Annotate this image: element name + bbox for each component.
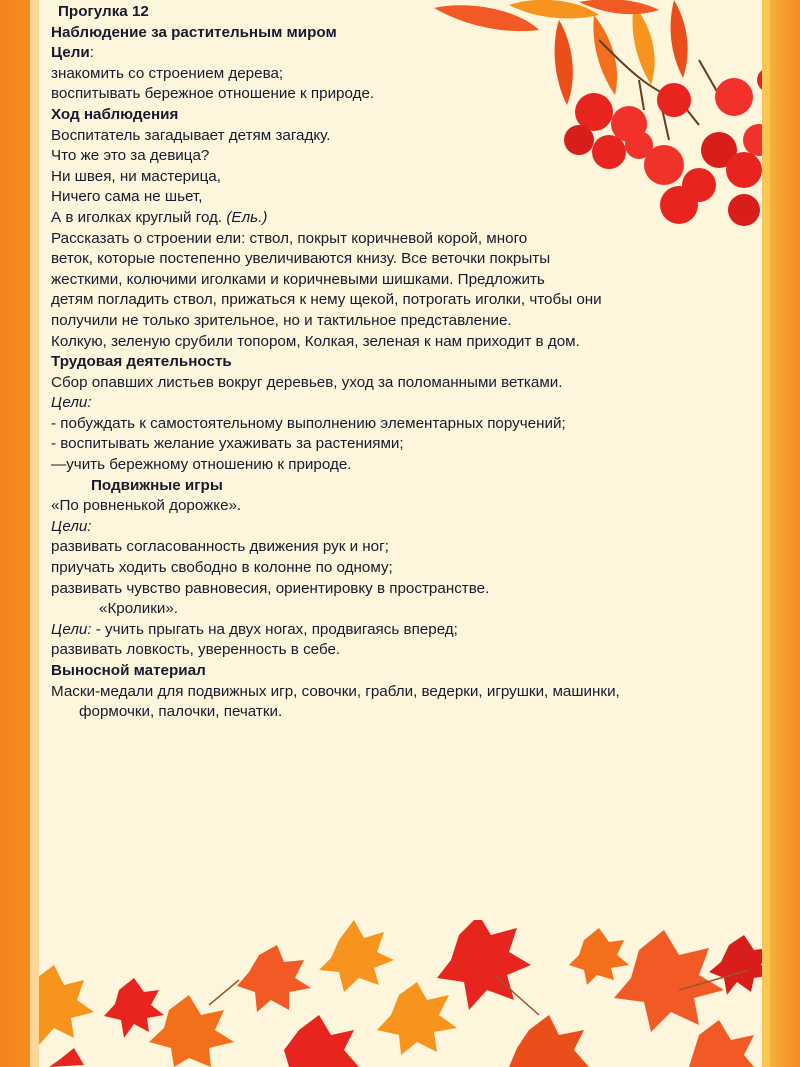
game1-title: «По ровненькой дорожке».	[51, 497, 242, 515]
story-line: получили не только зрительное, но и тактильное представление.	[51, 311, 512, 329]
labor-goal-item: —учить бережному отношению к природе.	[51, 456, 352, 474]
progress-line: Воспитатель загадывает детям загадку.	[51, 126, 331, 144]
game2-goal-item: - учить прыгать на двух ногах, продвигаясь вперед;	[91, 620, 458, 638]
goals-heading-line	[51, 43, 756, 64]
game1-goal-item: приучать ходить свободно в колонне по одному;	[51, 559, 393, 577]
riddle-line: Ни швея, ни мастерица,	[51, 167, 221, 185]
game2-goal-item: развивать ловкость, уверенность в себе.	[51, 641, 341, 659]
story-line: Рассказать о строении ели: ствол, покрыт коричневой корой, много	[51, 229, 528, 247]
left-frame-stripe	[30, 0, 39, 1067]
story-line: веток, которые постепенно увеличиваются книзу. Все веточки покрыты	[51, 250, 551, 268]
goals-colon: :	[89, 44, 94, 62]
autumn-leaves-illustration	[39, 920, 762, 1067]
labor-text: Сбор опавших листьев вокруг деревьев, уход за поломанными ветками.	[51, 373, 563, 391]
labor-heading: Трудовая деятельность	[51, 353, 232, 371]
maple-leaves	[39, 920, 762, 1067]
labor-goal-item: - воспитывать желание ухаживать за растениями;	[51, 435, 404, 453]
riddle-last-line	[51, 208, 756, 229]
labor-goals-label: Цели:	[51, 394, 92, 412]
goal-item: знакомить со строением дерева;	[51, 64, 284, 82]
goals-heading: Цели	[51, 44, 90, 62]
story-line: детям погладить ствол, прижаться к нему щекой, потрогать иголки, чтобы они	[51, 291, 602, 309]
document-page	[39, 0, 762, 1067]
right-frame-stripe	[762, 0, 770, 1067]
game1-goal-item: развивать чувство равновесия, ориентировку в пространстве.	[51, 579, 490, 597]
riddle-line: Что же это за девица?	[51, 147, 210, 165]
game2-goals-line	[51, 620, 756, 641]
games-heading: Подвижные игры	[91, 476, 223, 494]
document-text	[51, 2, 756, 723]
observation-subtitle: Наблюдение за растительным миром	[51, 23, 337, 41]
game2-goals-label: Цели:	[51, 620, 92, 638]
story-line: Колкую, зеленую срубили топором, Колкая, зеленая к нам приходит в дом.	[51, 332, 580, 350]
game2-title: «Кролики».	[99, 600, 178, 618]
game1-goals-label: Цели:	[51, 517, 92, 535]
riddle-line: А в иголках круглый год.	[51, 208, 227, 226]
material-line: формочки, палочки, печатки.	[79, 703, 283, 721]
riddle-answer: (Ель.)	[226, 208, 268, 226]
progress-heading: Ход наблюдения	[51, 105, 179, 123]
material-heading: Выносной материал	[51, 662, 206, 679]
walk-title: Прогулка 12	[58, 3, 149, 20]
labor-goal-item: - побуждать к самостоятельному выполнению элементарных поручений;	[51, 414, 566, 432]
game1-goal-item: развивать согласованность движения рук и ног;	[51, 538, 389, 556]
riddle-line: Ничего сама не шьет,	[51, 188, 203, 206]
story-line: жесткими, колючими иголками и коричневыми шишками. Предложить	[51, 270, 545, 288]
goal-item: воспитывать бережное отношение к природе.	[51, 85, 375, 103]
material-line: Маски-медали для подвижных игр, совочки, грабли, ведерки, игрушки, машинки,	[51, 682, 620, 700]
right-frame-border	[770, 0, 800, 1067]
